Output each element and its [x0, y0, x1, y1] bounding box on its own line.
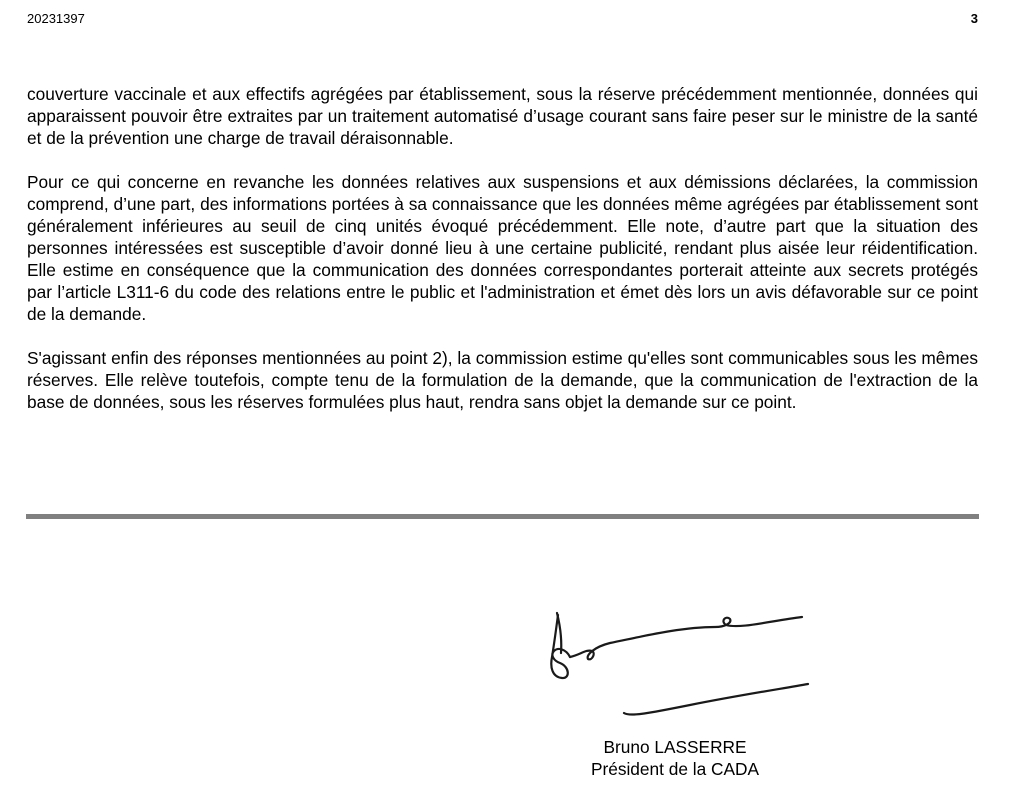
- paragraph-suspensions-data: Pour ce qui concerne en revanche les données relatives aux suspensions et aux démissions déclarées, la commission comprend, d’une part, des informations portées à sa connaissance que les données même agrégées par établissement sont généralement inférieures au seuil de cinq unités évoqué précédemment. Elle note, d’autre part que la situation des personnes intéressées est susceptible d’avoir donné lieu à une certaine publicité, rendant plus aisée leur réidentification. Elle estime en conséquence que la communication des données correspondantes porterait atteinte aux secrets protégés par l’article L311-6 du code des relations entre le public et l'administration et émet dès lors un avis défavorable sur ce point de la demande.: [27, 172, 978, 324]
- horizontal-separator: [26, 514, 979, 519]
- paragraph-vaccination-data: couverture vaccinale et aux effectifs agrégées par établissement, sous la réserve précédemment mentionnée, données qui apparaissent pouvoir être extraites par un traitement automatisé d’usage courant sans faire peser sur le ministre de la santé et de la prévention une charge de travail déraisonnable.: [27, 84, 978, 148]
- document-body: [27, 83, 978, 435]
- page-number: 3: [970, 11, 978, 26]
- signatory-name: Bruno LASSERRE: [603, 737, 747, 757]
- signatory-title: Président de la CADA: [590, 759, 760, 779]
- document-reference: 20231397: [27, 11, 85, 26]
- signatory-block: [560, 736, 790, 780]
- paragraph-point-2-responses: S'agissant enfin des réponses mentionnées au point 2), la commission estime qu'elles sont communicables sous les mêmes réserves. Elle relève toutefois, compte tenu de la formulation de la demande, que la communication de l'extraction de la base de données, sous les réserves formulées plus haut, rendra sans objet la demande sur ce point.: [27, 348, 978, 412]
- handwritten-signature: [540, 605, 820, 725]
